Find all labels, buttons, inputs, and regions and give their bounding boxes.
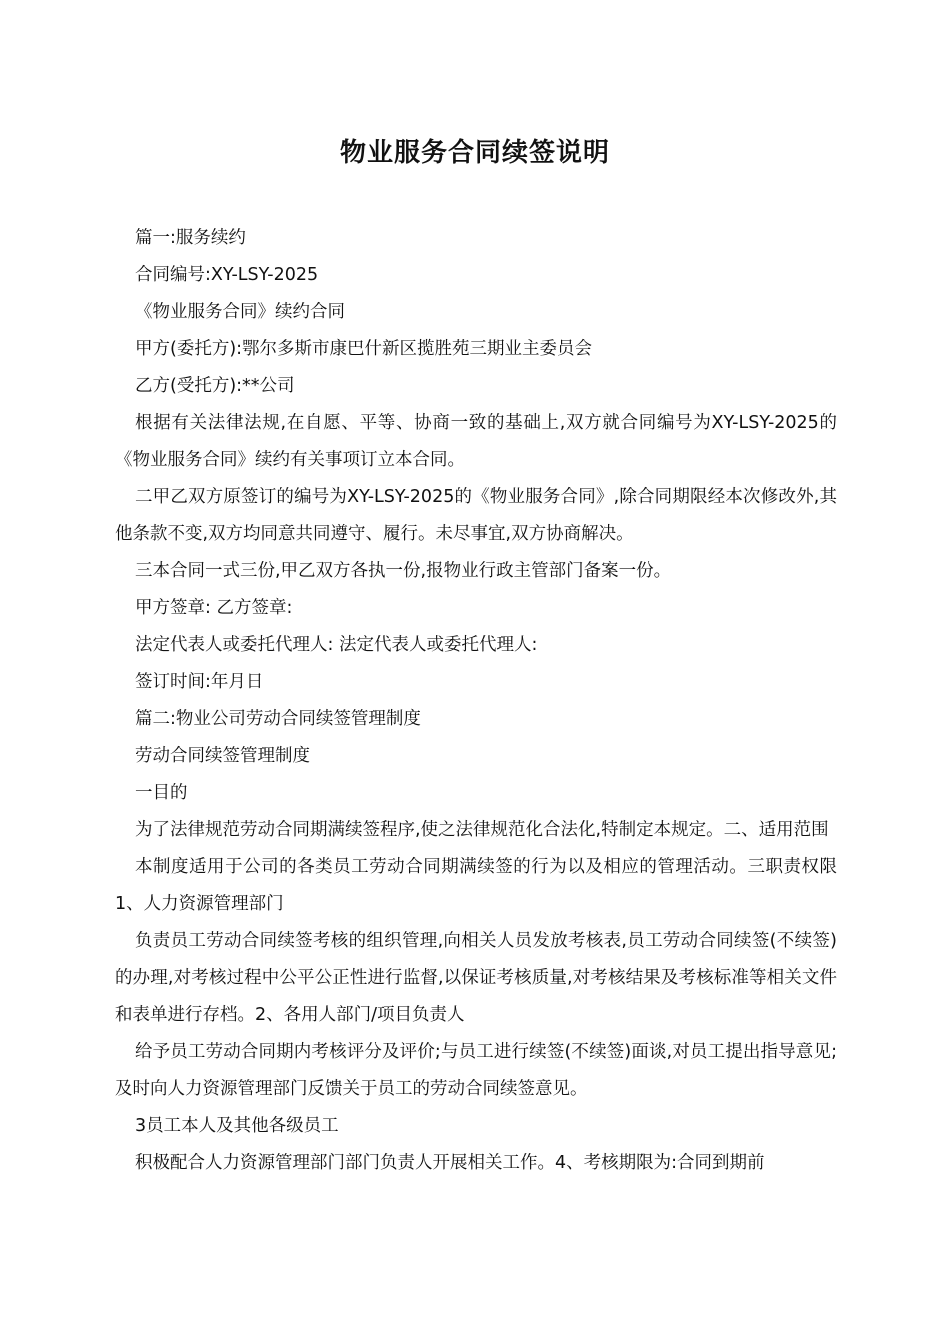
paragraph-clause-2: 二甲乙双方原签订的编号为XY-LSY-2025的《物业服务合同》,除合同期限经本次修改外,其他条款不变,双方均同意共同遵守、履行。未尽事宜,双方协商解决。 — [115, 487, 837, 544]
paragraph-dept-duties: 给予员工劳动合同期内考核评分及评价;与员工进行续签(不续签)面谈,对员工提出指导意见;及时向人力资源管理部门反馈关于员工的劳动合同续签意见。 — [115, 1042, 837, 1099]
paragraph-preamble: 根据有关法律法规,在自愿、平等、协商一致的基础上,双方就合同编号为XY-LSY-2025的《物业服务合同》续约有关事项订立本合同。 — [115, 413, 837, 470]
paragraph-purpose: 为了法律规范劳动合同期满续签程序,使之法律规范化合法化,特制定本规定。二、适用范围 — [135, 820, 829, 840]
representative-line: 法定代表人或委托代理人: 法定代表人或委托代理人: — [135, 635, 538, 655]
contract-name: 《物业服务合同》续约合同 — [135, 302, 345, 322]
subsection-purpose: 一目的 — [135, 783, 188, 803]
paragraph-employee-heading: 3员工本人及其他各级员工 — [135, 1116, 339, 1136]
paragraph-cooperation: 积极配合人力资源管理部门部门负责人开展相关工作。4、考核期限为:合同到期前 — [135, 1153, 765, 1173]
paragraph-hr-duties: 负责员工劳动合同续签考核的组织管理,向相关人员发放考核表,员工劳动合同续签(不续签)的办理,对考核过程中公平公正性进行监督,以保证考核质量,对考核结果及考核标准等相关文件和表单进行存档。2、各用人部门/项目负责人 — [115, 931, 837, 1025]
subsection-title: 劳动合同续签管理制度 — [135, 746, 310, 766]
document-title: 物业服务合同续签说明 — [339, 138, 610, 168]
document-body — [115, 220, 837, 1182]
signing-date: 签订时间:年月日 — [135, 672, 264, 692]
paragraph-clause-3: 三本合同一式三份,甲乙双方各执一份,报物业行政主管部门备案一份。 — [135, 561, 672, 581]
party-b: 乙方(受托方):**公司 — [135, 376, 295, 396]
paragraph-scope: 本制度适用于公司的各类员工劳动合同期满续签的行为以及相应的管理活动。三职责权限 1、人力资源管理部门 — [115, 857, 837, 914]
signature-line: 甲方签章: 乙方签章: — [135, 598, 293, 618]
party-a: 甲方(委托方):鄂尔多斯市康巴什新区揽胜苑三期业主委员会 — [135, 339, 593, 359]
contract-number: 合同编号:XY-LSY-2025 — [135, 265, 319, 285]
section-heading: 篇二:物业公司劳动合同续签管理制度 — [135, 709, 421, 729]
section-heading: 篇一:服务续约 — [135, 228, 246, 248]
